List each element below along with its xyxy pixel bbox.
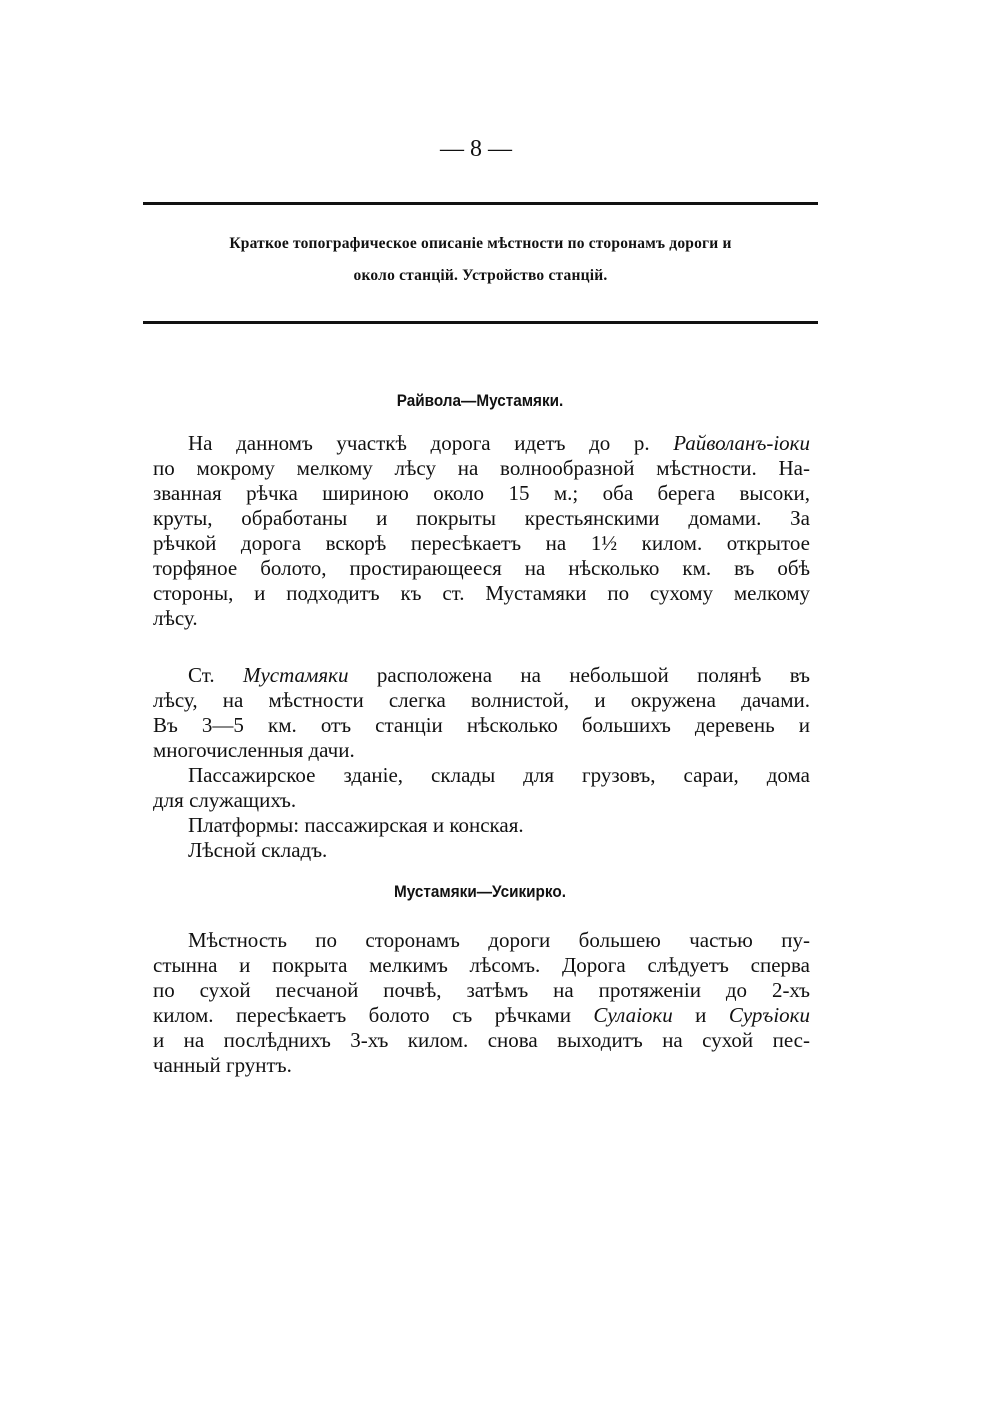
- bottom-rule: [143, 321, 818, 324]
- text-line: [153, 1053, 810, 1078]
- italic-place-name: Суръіоки: [728, 1003, 810, 1027]
- text-line: [153, 788, 810, 813]
- text-line: [153, 953, 810, 978]
- top-rule: [143, 202, 818, 205]
- text-line: [153, 1003, 810, 1028]
- text-segment: рѣчкой дорога вскорѣ пересѣкаетъ на 1½ килом. открытое: [153, 531, 810, 555]
- text-segment: килом. пересѣкаетъ болото съ рѣчками: [153, 1003, 594, 1027]
- text-line: [188, 928, 810, 953]
- text-line: [153, 606, 810, 631]
- text-segment: званная рѣчка шириною около 15 м.; оба берега высоки,: [153, 481, 810, 505]
- text-line: [188, 763, 810, 788]
- text-segment: чанный грунтъ.: [153, 1053, 292, 1077]
- text-line: [153, 581, 810, 606]
- text-line: [153, 456, 810, 481]
- text-segment: многочисленныя дачи.: [153, 738, 355, 762]
- text-segment: по сухой песчаной почвѣ, затѣмъ на протяженіи до 2-хъ: [153, 978, 810, 1002]
- text-segment: и на послѣднихъ 3-хъ килом. снова выходитъ на сухой пес-: [153, 1028, 810, 1052]
- text-line: [153, 1028, 810, 1053]
- text-segment: и: [672, 1003, 729, 1027]
- text-line: [153, 531, 810, 556]
- text-segment: расположена на небольшой полянѣ въ: [348, 663, 811, 687]
- italic-place-name: Сулаіоки: [593, 1003, 673, 1027]
- text-segment: Ст.: [188, 663, 243, 687]
- text-line: [153, 688, 810, 713]
- text-segment: На данномъ участкѣ дорога идетъ до р.: [188, 431, 674, 455]
- text-line: [188, 838, 810, 863]
- text-segment: стороны, и подходитъ къ ст. Мустамяки по сухому мелкому: [153, 581, 810, 605]
- section-heading-1: Райвола—Мустамяки.: [396, 391, 564, 410]
- text-segment: стынна и покрыта мелкимъ лѣсомъ. Дорога слѣдуетъ сперва: [153, 953, 810, 977]
- text-segment: лѣсу, на мѣстности слегка волнистой, и окружена дачами.: [153, 688, 810, 712]
- text-segment: Лѣсной складъ.: [188, 838, 328, 862]
- text-line: [188, 813, 810, 838]
- text-segment: торфяное болото, простирающееся на нѣсколько км. въ обѣ: [153, 556, 810, 580]
- text-line: [188, 663, 810, 688]
- section-heading-2: Мустамяки—Усикирко.: [394, 882, 566, 901]
- text-line: [153, 978, 810, 1003]
- text-line: [153, 713, 810, 738]
- text-segment: Мѣстность по сторонамъ дороги большею частью пу-: [188, 928, 810, 952]
- subtitle-line-2: около станцій. Устройство станцій.: [353, 267, 608, 284]
- text-segment: по мокрому мелкому лѣсу на волнообразной мѣстности. На-: [153, 456, 810, 480]
- page-number: — 8 —: [440, 136, 512, 162]
- text-line: [153, 506, 810, 531]
- text-segment: лѣсу.: [153, 606, 198, 630]
- text-segment: Платформы: пассажирская и конская.: [188, 813, 524, 837]
- text-line: [153, 738, 810, 763]
- text-segment: Въ 3—5 км. отъ станціи нѣсколько большихъ деревень и: [153, 713, 810, 737]
- text-segment: для служащихъ.: [153, 788, 297, 812]
- text-line: [153, 481, 810, 506]
- text-segment: Пассажирское зданіе, склады для грузовъ, сараи, дома: [188, 763, 810, 787]
- text-line: [188, 431, 810, 456]
- italic-place-name: Мустамяки: [242, 663, 349, 687]
- italic-place-name: Райволанъ-іоки: [673, 431, 810, 455]
- text-line: [153, 556, 810, 581]
- text-segment: круты, обработаны и покрыты крестьянскими домами. За: [153, 506, 810, 530]
- subtitle-line-1: Краткое топографическое описаніе мѣстности по сторонамъ дороги и: [229, 235, 732, 252]
